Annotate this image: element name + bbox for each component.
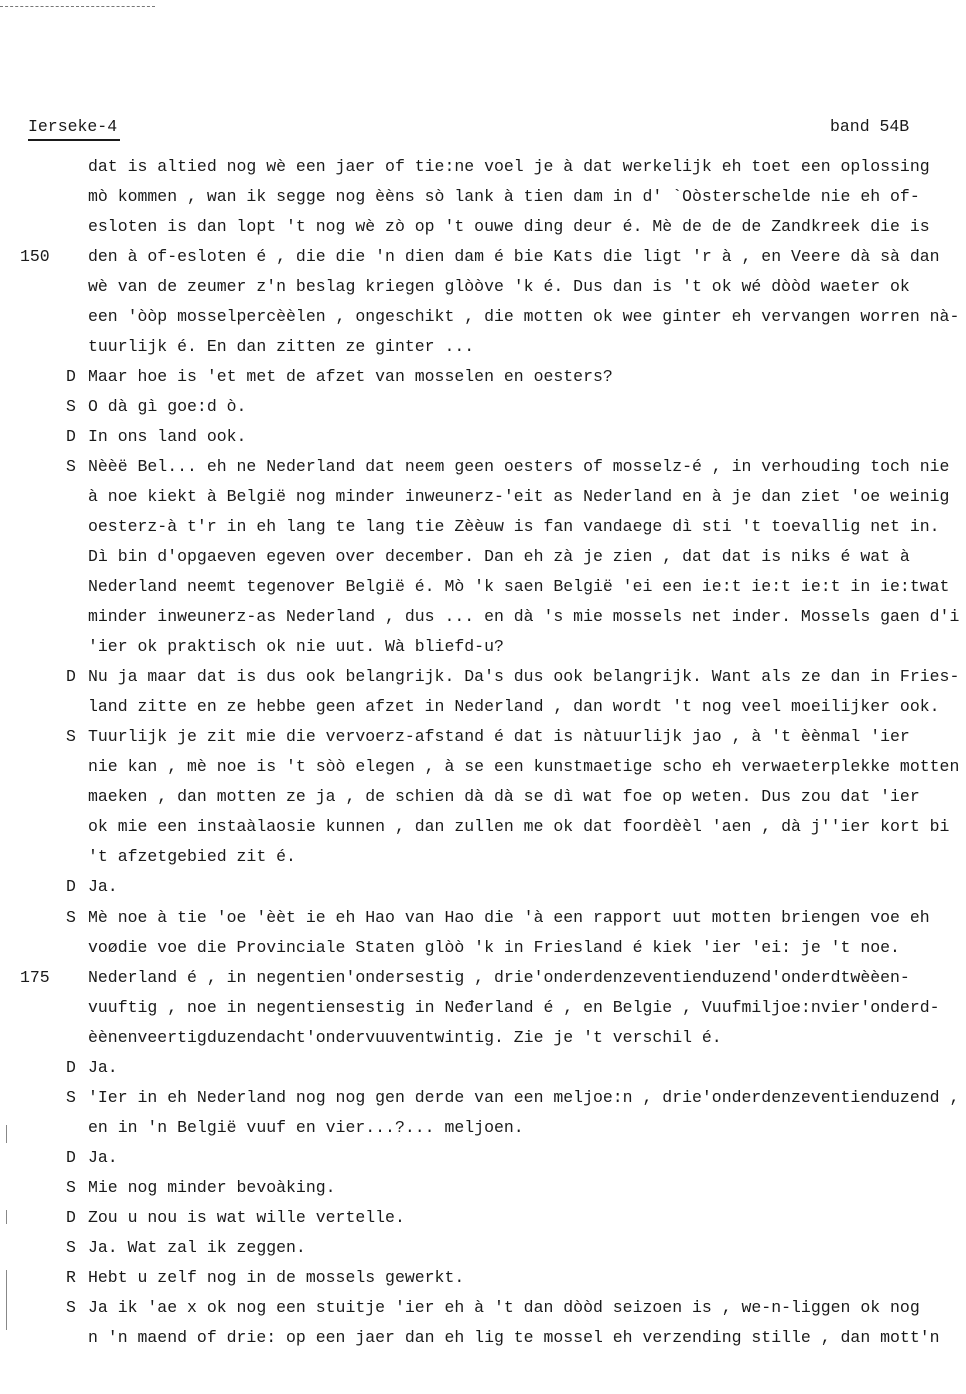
transcript-line [0,245,966,269]
line-text: n 'n maend of drie: op een jaer dan eh lig te mossel eh verzending stille , dan mott'n [88,1328,940,1347]
line-text: ok mie een instaàlaosie kunnen , dan zullen me ok dat foordèèl 'aen , dà j''ier kort bi [88,817,950,836]
transcript-line [0,1296,966,1320]
transcript-line [0,545,966,569]
tape-label-header: band 54B [830,117,910,136]
speaker-code: S [66,1298,76,1317]
document-id-header: Ierseke-4 [28,117,118,136]
speaker-code: D [66,1058,76,1077]
transcript-line [0,1056,966,1080]
line-text: Ja ik 'ae x ok nog een stuitje 'ier eh à 't dan dòòd seizoen is , we-n-liggen ok nog [88,1298,920,1317]
speaker-code: S [66,1178,76,1197]
line-text: Tuurlijk je zit mie die vervoerz-afstand é dat is nàtuurlijk jao , à 't èènmal 'ier [88,727,910,746]
header-underline [28,139,120,141]
line-text: tuurlijk é. En dan zitten ze ginter ... [88,337,475,356]
transcript-line [0,605,966,629]
transcript-line [0,455,966,479]
transcript-line [0,725,966,749]
speaker-code: S [66,457,76,476]
transcript-line [0,215,966,239]
line-text: Ja. [88,877,118,896]
transcript-line [0,635,966,659]
speaker-code: D [66,667,76,686]
line-text: dat is altied nog wè een jaer of tie:ne voel je à dat werkelijk eh toet een oplossing [88,157,930,176]
line-text: 't afzetgebied zit é. [88,847,296,866]
transcript-line [0,575,966,599]
line-number: 150 [20,247,50,266]
line-text: èènenveertigduzendacht'ondervuuventwintig. Zie je 't verschil é. [88,1028,722,1047]
line-text: O dà gì goe:d ò. [88,397,247,416]
transcript-line [0,1206,966,1230]
speaker-code: D [66,877,76,896]
speaker-code: D [66,427,76,446]
line-text: Mè noe à tie 'oe 'èèt ie eh Hao van Hao die 'à een rapport uut motten briengen voe eh [88,908,930,927]
line-text: mò kommen , wan ik segge nog èèns sò lank à tien dam in d' `Oòsterschelde nie eh of- [88,187,920,206]
line-text: Mie nog minder bevoàking. [88,1178,336,1197]
speaker-code: D [66,1208,76,1227]
transcript-line [0,1326,966,1350]
line-text: 'Ier in eh Nederland nog nog gen derde van een meljoe:n , drie'onderdenzeventienduzend , [88,1088,960,1107]
speaker-code: S [66,1238,76,1257]
transcript-line [0,335,966,359]
line-text: vuuftig , noe in negentiensestig in Neđerland é , en Belgie , Vuufmiljoe:nvier'onderd- [88,998,940,1017]
transcript-line [0,305,966,329]
line-text: In ons land ook. [88,427,247,446]
line-text: Ja. Wat zal ik zeggen. [88,1238,306,1257]
line-text: 'ier ok praktisch ok nie uut. Wà bliefd-u? [88,637,504,656]
transcript-line [0,1086,966,1110]
transcript-line [0,185,966,209]
speaker-code: S [66,908,76,927]
speaker-code: D [66,367,76,386]
transcript-line [0,815,966,839]
transcript-line [0,906,966,930]
line-text: à noe kiekt à België nog minder inweunerz-'eit as Nederland en à je dan ziet 'oe weinig [88,487,950,506]
line-text: minder inweunerz-as Nederland , dus ... en dà 's mie mossels net inder. Mossels gaen d'i [88,607,960,626]
speaker-code: S [66,727,76,746]
speaker-code: D [66,1148,76,1167]
scan-artifact-line [0,6,155,8]
line-number: 175 [20,968,50,987]
line-text: Nu ja maar dat is dus ook belangrijk. Da's dus ook belangrijk. Want als ze dan in Fries- [88,667,960,686]
margin-mark [6,1125,7,1143]
line-text: esloten is dan lopt 't nog wè zò op 't ouwe ding deur é. Mè de de de Zandkreek die is [88,217,930,236]
transcript-line [0,1026,966,1050]
line-text: nie kan , mè noe is 't sòò elegen , à se een kunstmaetige scho eh verwaeterplekke motten [88,757,960,776]
transcript-line [0,755,966,779]
line-text: Zou u nou is wat wille vertelle. [88,1208,405,1227]
transcript-line [0,1176,966,1200]
transcript-line [0,695,966,719]
transcript-line [0,275,966,299]
line-text: den à of-esloten é , die die 'n dien dam é bie Kats die ligt 'r à , en Veere dà sà dan [88,247,940,266]
transcript-line [0,966,966,990]
transcript-line [0,155,966,179]
line-text: Maar hoe is 'et met de afzet van mosselen en oesters? [88,367,613,386]
line-text: Nèèë Bel... eh ne Nederland dat neem geen oesters of mosselz-é , in verhouding toch nie [88,457,950,476]
transcript-line [0,785,966,809]
transcript-line [0,665,966,689]
transcript-line [0,845,966,869]
line-text: Ja. [88,1058,118,1077]
transcript-line [0,1116,966,1140]
line-text: Nederland é , in negentien'ondersestig , drie'onderdenzeventienduzend'onderdtwèèen- [88,968,910,987]
transcript-line [0,365,966,389]
transcript-line [0,1236,966,1260]
speaker-code: S [66,397,76,416]
transcript-line [0,515,966,539]
line-text: wè van de zeumer z'n beslag kriegen glòòve 'k é. Dus dan is 't ok wé dòòd waeter ok [88,277,910,296]
line-text: en in 'n België vuuf en vier...?... meljoen. [88,1118,524,1137]
transcript-line [0,875,966,899]
transcript-line [0,936,966,960]
line-text: maeken , dan motten ze ja , de schien dà dà se dì wat foe op weten. Dus zou dat 'ier [88,787,920,806]
speaker-code: R [66,1268,76,1287]
margin-mark [6,1210,7,1224]
transcript-line [0,996,966,1020]
line-text: oesterz-à t'r in eh lang te lang tie Zèèuw is fan vandaege dì sti 't toevallig net in. [88,517,940,536]
line-text: Ja. [88,1148,118,1167]
line-text: een 'òòp mosselpercèèlen , ongeschikt , die motten ok wee ginter eh vervangen worren nà- [88,307,960,326]
transcript-line [0,1266,966,1290]
margin-mark [6,1270,7,1330]
transcript-line [0,425,966,449]
line-text: Dì bin d'opgaeven egeven over december. Dan eh zà je zien , dat dat is niks é wat à [88,547,910,566]
speaker-code: S [66,1088,76,1107]
line-text: voødie voe die Provinciale Staten glòò 'k in Friesland é kiek 'ier 'ei: je 't noe. [88,938,900,957]
line-text: Nederland neemt tegenover België é. Mò 'k saen België 'ei een ie:t ie:t ie:t in ie:twat [88,577,950,596]
line-text: land zitte en ze hebbe geen afzet in Nederland , dan wordt 't nog veel moeilijker ook. [88,697,940,716]
transcript-line [0,395,966,419]
transcript-line [0,1146,966,1170]
transcript-line [0,485,966,509]
line-text: Hebt u zelf nog in de mossels gewerkt. [88,1268,465,1287]
